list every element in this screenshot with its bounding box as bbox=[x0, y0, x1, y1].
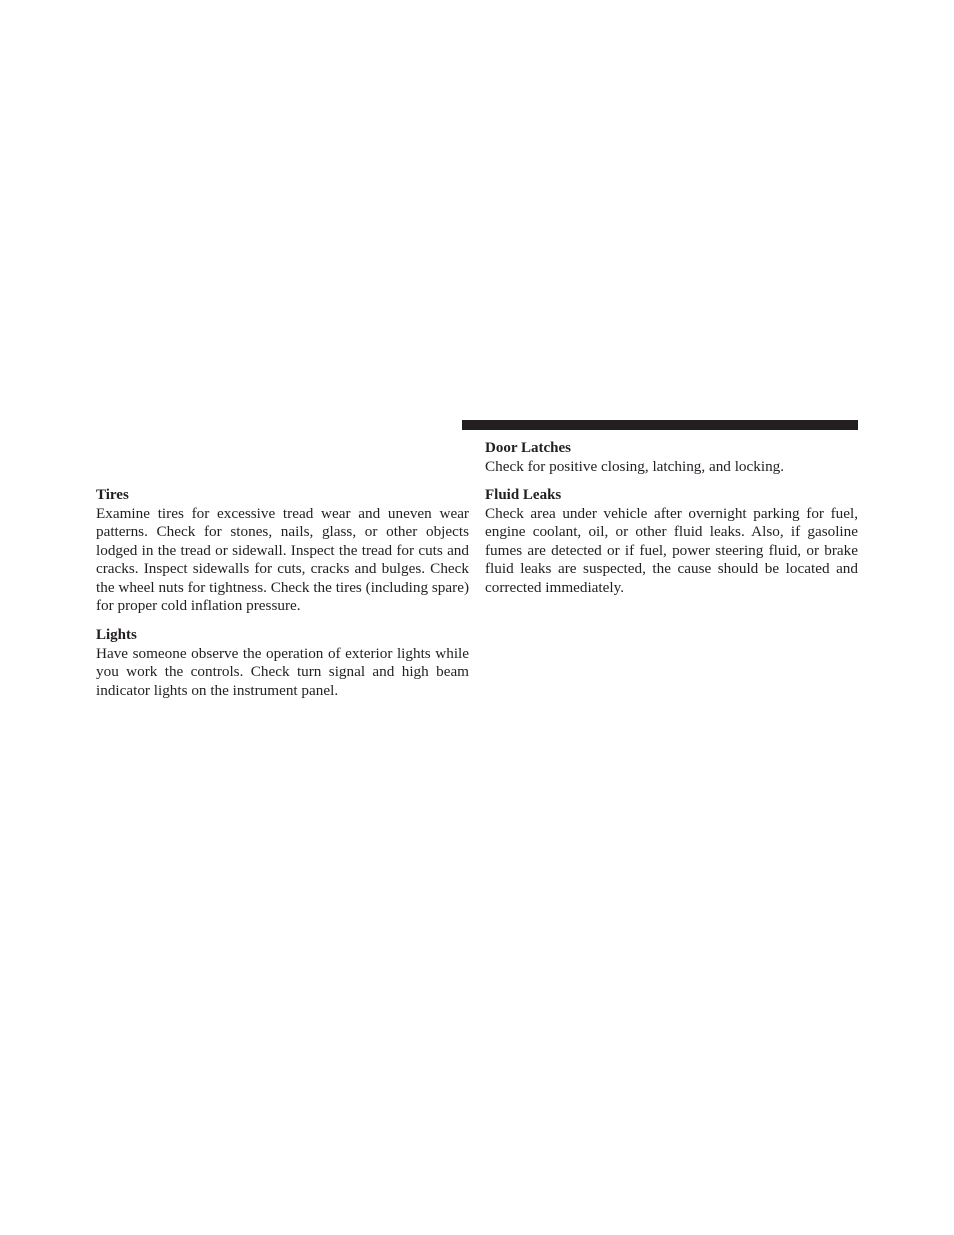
section-body-tires: Examine tires for excessive tread wear and uneven wear patterns. Check for stones, nails, glass, or other objects lodged in the tread or sidewall. Inspect the tread for cuts and cracks. Inspect sidewalls for cuts, cracks and bulges. Check the wheel nuts for tightness. Check the tires (including spare) for proper cold inflation pressure. bbox=[96, 504, 469, 615]
section-heading-fluid-leaks: Fluid Leaks bbox=[485, 487, 562, 504]
section-body-fluid-leaks: Check area under vehicle after overnight parking for fuel, engine coolant, oil, or other fluid leaks. Also, if gasoline fumes are detected or if fuel, power steering fluid, or brake fluid leaks are suspected, the cause should be located and corrected immediately. bbox=[485, 504, 858, 596]
section-body-door-latches: Check for positive closing, latching, and locking. bbox=[485, 457, 785, 475]
section-door-latches bbox=[485, 439, 858, 476]
section-lights bbox=[96, 626, 469, 700]
section-heading-door-latches: Door Latches bbox=[485, 440, 571, 456]
section-divider-rule bbox=[462, 420, 858, 430]
right-column bbox=[485, 439, 858, 608]
section-heading-tires: Tires bbox=[96, 487, 129, 503]
section-body-lights: Have someone observe the operation of exterior lights while you work the controls. Check turn signal and high beam indicator lights on the instrument panel. bbox=[96, 644, 469, 699]
section-fluid-leaks bbox=[485, 486, 858, 597]
section-heading-lights: Lights bbox=[96, 627, 137, 644]
left-column bbox=[96, 486, 469, 710]
section-tires bbox=[96, 486, 469, 616]
